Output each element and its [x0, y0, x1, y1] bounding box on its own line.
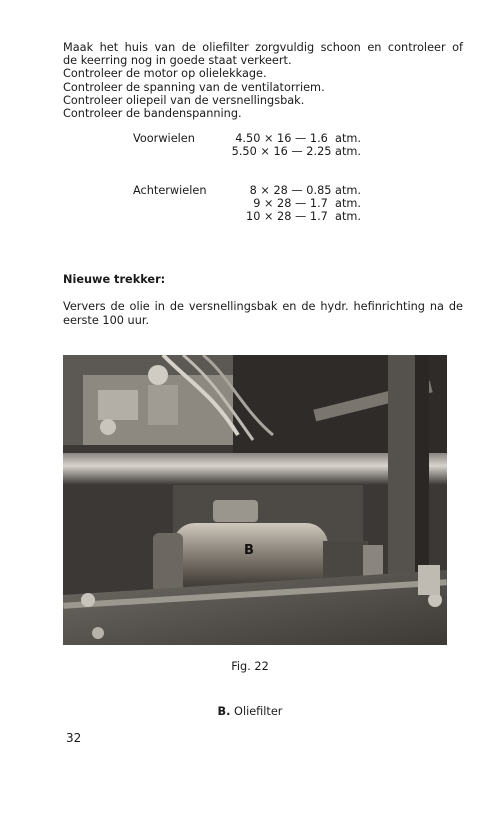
instruction-line: Controleer de bandenspanning.	[63, 107, 242, 121]
engine-photo-illustration	[63, 355, 447, 645]
pressure-row: 9 × 28 — 1.7 atm.	[253, 197, 361, 211]
pressure-row: 8 × 28 — 0.85 atm.	[249, 184, 361, 197]
instruction-line: Ververs de olie in de versnellingsbak en de hydr. hefinrichting na de	[63, 300, 463, 313]
pressure-row: 10 × 28 — 1.7 atm.	[246, 210, 361, 224]
front-wheel-values	[203, 132, 361, 158]
instruction-line: Controleer oliepeil van de versnellingsbak.	[63, 93, 305, 107]
pressure-row: 4.50 × 16 — 1.6 atm.	[235, 132, 361, 145]
figure-caption: Fig. 22	[231, 660, 269, 673]
rear-wheels-label: Achterwielen	[133, 184, 207, 197]
pressure-row: 5.50 × 16 — 2.25 atm.	[231, 145, 361, 159]
maintenance-instructions	[63, 41, 463, 120]
figure-legend	[0, 705, 500, 718]
new-tractor-instruction	[63, 300, 463, 327]
instruction-line: Controleer de motor op olielekkage.	[63, 67, 267, 81]
engine-photo	[63, 355, 447, 645]
section-heading: Nieuwe trekker:	[63, 273, 166, 286]
instruction-line: Maak het huis van de oliefilter zorgvuldig schoon en controleer of	[63, 41, 463, 54]
front-wheels-label: Voorwielen	[133, 132, 195, 145]
oil-filter-marker: B	[244, 543, 254, 558]
instruction-line: Controleer de spanning van de ventilatorriem.	[63, 80, 325, 94]
rear-wheel-values	[203, 184, 361, 224]
instruction-line: eerste 100 uur.	[63, 313, 150, 327]
instruction-line: de keerring nog in goede staat verkeert.	[63, 54, 292, 68]
page-number: 32	[66, 731, 82, 745]
legend-text: Oliefilter	[234, 705, 283, 718]
legend-letter: B.	[217, 705, 231, 718]
